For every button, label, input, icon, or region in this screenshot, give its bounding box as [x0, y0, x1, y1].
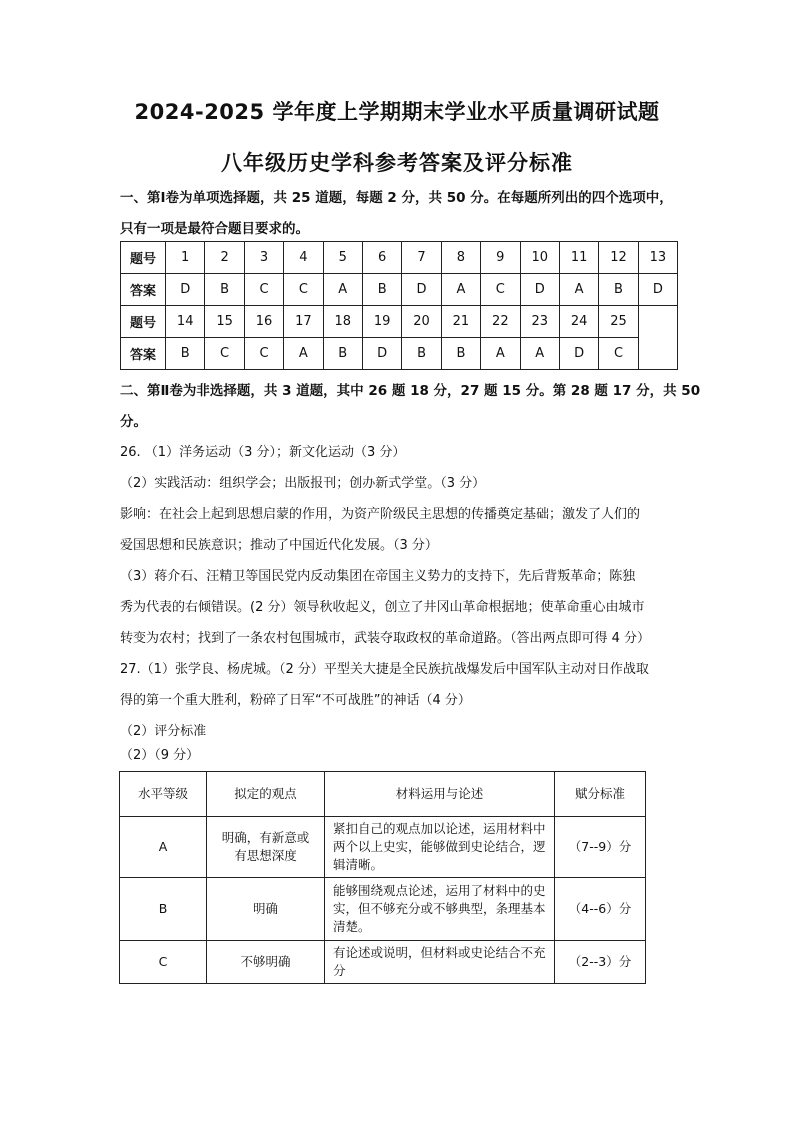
num-cell: 8 [441, 242, 480, 274]
ans-cell: B [402, 338, 441, 370]
ans-cell: B [599, 274, 638, 306]
num-cell: 6 [362, 242, 401, 274]
ans-cell: C [481, 274, 520, 306]
ans-cell: A [481, 338, 520, 370]
ans-cell: D [559, 338, 598, 370]
num-cell: 10 [520, 242, 559, 274]
q27-line3: （2）评分标准 [120, 724, 207, 739]
rubric-score: （2--3）分 [555, 940, 646, 983]
ans-cell: D [402, 274, 441, 306]
ans-cell: A [520, 338, 559, 370]
num-cell: 20 [402, 306, 441, 338]
ans-cell: A [323, 274, 362, 306]
ans-label-cell: 答案 [121, 274, 166, 306]
num-cell: 2 [205, 242, 244, 274]
q27-line4: （2）（9 分） [120, 748, 200, 763]
num-cell: 7 [402, 242, 441, 274]
ans-cell: D [638, 274, 677, 306]
ans-cell: B [166, 338, 205, 370]
q26-line2: （2）实践活动：组织学会；出版报刊；创办新式学堂。（3 分） [120, 476, 486, 491]
rubric-level: C [120, 940, 207, 983]
table-row [120, 940, 646, 983]
num-cell: 23 [520, 306, 559, 338]
rubric-header-level: 水平等级 [120, 772, 207, 817]
table-row [121, 274, 678, 306]
rubric-view: 不够明确 [207, 940, 325, 983]
num-label-cell: 题号 [121, 242, 166, 274]
q26-line5: （3）蒋介石、汪精卫等国民党内反动集团在帝国主义势力的支持下，先后背叛革命；陈独 [120, 569, 636, 584]
ans-cell: B [441, 338, 480, 370]
table-row [120, 772, 646, 817]
num-cell: 18 [323, 306, 362, 338]
num-cell: 17 [284, 306, 323, 338]
rubric-view: 明确 [207, 878, 325, 940]
rubric-header-score: 赋分标准 [555, 772, 646, 817]
num-cell: 12 [599, 242, 638, 274]
q26-line3: 影响：在社会上起到思想启蒙的作用，为资产阶级民主思想的传播奠定基础；激发了人们的 [120, 507, 641, 522]
ans-cell: A [441, 274, 480, 306]
document-title: 2024-2025 学年度上学期期末学业水平质量调研试题 [134, 100, 660, 124]
answer-table [120, 241, 678, 370]
num-cell: 13 [638, 242, 677, 274]
num-cell: 16 [244, 306, 283, 338]
rubric-score: （7--9）分 [555, 817, 646, 878]
rubric-desc: 能够围绕观点论述，运用了材料中的史实，但不够充分或不够典型，条理基本清楚。 [325, 878, 555, 940]
num-cell: 25 [599, 306, 638, 338]
section2-intro-line2: 分。 [120, 414, 147, 430]
num-cell: 14 [166, 306, 205, 338]
num-cell: 21 [441, 306, 480, 338]
section1-intro-line2: 只有一项是最符合题目要求的。 [120, 221, 309, 237]
ans-cell: A [559, 274, 598, 306]
table-row [120, 817, 646, 878]
q26-line7: 转变为农村；找到了一条农村包围城市，武装夺取政权的革命道路。（答出两点即可得 4 分） [120, 631, 651, 646]
num-cell: 22 [481, 306, 520, 338]
table-row [120, 878, 646, 940]
rubric-header-view: 拟定的观点 [207, 772, 325, 817]
rubric-table [119, 771, 646, 984]
ans-cell: D [520, 274, 559, 306]
num-cell: 9 [481, 242, 520, 274]
rubric-view-line: 有思想深度 [234, 848, 297, 864]
table-row [121, 338, 678, 370]
num-cell: 19 [362, 306, 401, 338]
ans-cell: D [166, 274, 205, 306]
rubric-header-material: 材料运用与论述 [325, 772, 555, 817]
ans-cell: B [362, 274, 401, 306]
section1-intro-line1: 一、第Ⅰ卷为单项选择题，共 25 道题，每题 2 分，共 50 分。在每题所列出的四个选项中， [120, 190, 673, 206]
ans-label-cell: 答案 [121, 338, 166, 370]
ans-cell: C [205, 338, 244, 370]
rubric-view [207, 817, 325, 878]
num-cell: 3 [244, 242, 283, 274]
rubric-score: （4--6）分 [555, 878, 646, 940]
q26-line4: 爱国思想和民族意识；推动了中国近代化发展。（3 分） [120, 538, 438, 553]
ans-cell: B [205, 274, 244, 306]
q26-line1: 26. （1）洋务运动（3 分）；新文化运动（3 分） [120, 445, 406, 460]
section2-intro-line1: 二、第Ⅱ卷为非选择题，共 3 道题，其中 26 题 18 分，27 题 15 分。第 28 题 17 分，共 50 [120, 383, 701, 399]
q27-line2: 得的第一个重大胜利，粉碎了日军“不可战胜”的神话（4 分） [120, 693, 471, 708]
ans-cell: D [362, 338, 401, 370]
rubric-view-line: 明确，有新意或 [221, 830, 310, 846]
rubric-desc: 紧扣自己的观点加以论述，运用材料中两个以上史实，能够做到史论结合，逻辑清晰。 [325, 817, 555, 878]
num-cell: 15 [205, 306, 244, 338]
ans-cell: A [284, 338, 323, 370]
num-cell: 1 [166, 242, 205, 274]
rubric-level: A [120, 817, 207, 878]
num-cell: 5 [323, 242, 362, 274]
document-subtitle: 八年级历史学科参考答案及评分标准 [221, 151, 573, 175]
rubric-desc: 有论述或说明，但材料或史论结合不充分 [325, 940, 555, 983]
table-row [121, 242, 678, 274]
rubric-level: B [120, 878, 207, 940]
num-cell: 4 [284, 242, 323, 274]
ans-cell: B [323, 338, 362, 370]
empty-cell [638, 306, 677, 370]
q27-line1: 27.（1）张学良、杨虎城。（2 分）平型关大捷是全民族抗战爆发后中国军队主动对日作战取 [120, 662, 649, 677]
ans-cell: C [284, 274, 323, 306]
ans-cell: C [244, 338, 283, 370]
q26-line6: 秀为代表的右倾错误。(2 分）领导秋收起义，创立了井冈山革命根据地；使革命重心由城市 [120, 600, 645, 615]
num-cell: 11 [559, 242, 598, 274]
ans-cell: C [599, 338, 638, 370]
table-row [121, 306, 678, 338]
num-label-cell: 题号 [121, 306, 166, 338]
num-cell: 24 [559, 306, 598, 338]
ans-cell: C [244, 274, 283, 306]
